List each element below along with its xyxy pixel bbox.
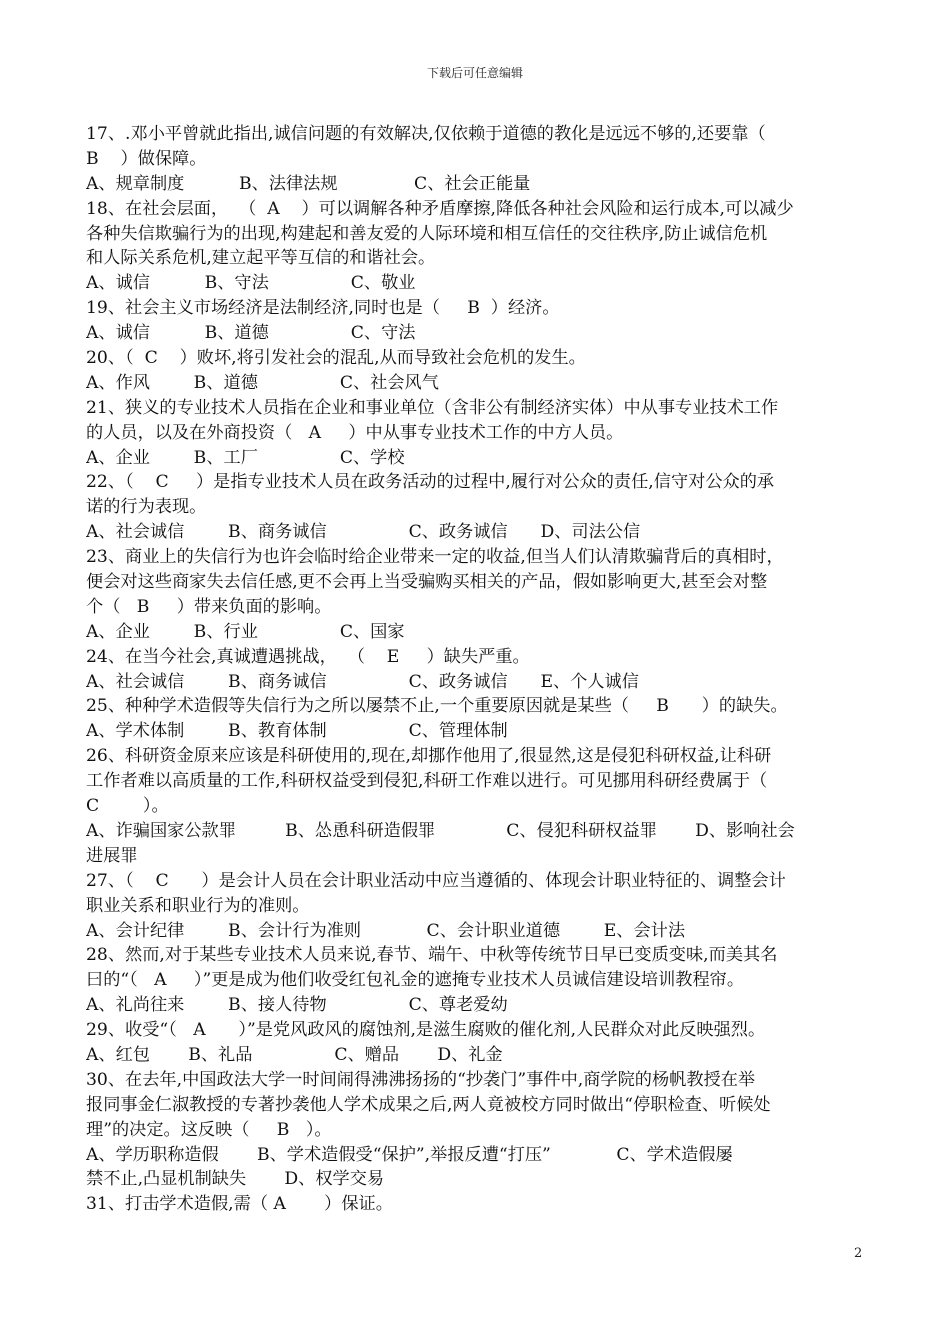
text-line: 诺的行为表现。 — [86, 497, 207, 518]
text-line: 17、.邓小平曾就此指出,诚信问题的有效解决,仅依赖于道德的教化是远远不够的,还要靠（ — [86, 124, 766, 144]
text-line: 个（ B ）带来负面的影响。 — [86, 596, 332, 617]
text-line: C ）。 — [86, 796, 169, 817]
text-line: 各种失信欺骗行为的出现,构建起和善友爱的人际环境和相互信任的交往秩序,防止诚信危机 — [86, 223, 768, 244]
text-line: A、规章制度 B、法律法规 C、社会正能量 — [86, 173, 531, 194]
text-line: 25、种种学术造假等失信行为之所以屡禁不止,一个重要原因就是某些（ B ）的缺失。 — [86, 696, 788, 717]
text-line: A、学历职称造假 B、学术造假受“保护”,举报反遭“打压” C、学术造假屡 — [86, 1144, 733, 1165]
text-line: 工作者难以高质量的工作,科研权益受到侵犯,科研工作难以进行。可见挪用科研经费属于（ — [86, 771, 768, 792]
text-line: 21、狭义的专业技术人员指在企业和事业单位（含非公有制经济实体）中从事专业技术工作 — [86, 397, 779, 418]
text-line: A、社会诚信 B、商务诚信 C、政务诚信 D、司法公信 — [86, 522, 641, 543]
text-line: A、诚信 B、道德 C、守法 — [86, 323, 416, 344]
text-line: 曰的“（ A ）”更是成为他们收受红包礼金的遮掩专业技术人员诚信建设培训教程帘。 — [86, 970, 745, 991]
text-line: A、社会诚信 B、商务诚信 C、政务诚信 E、个人诚信 — [86, 671, 639, 692]
page-header: 下载后可任意编辑 — [426, 66, 523, 80]
text-line: 24、在当今社会,真诚遭遇挑战， （ E ）缺失严重。 — [86, 646, 530, 667]
text-line: 19、社会主义市场经济是法制经济,同时也是（ B ）经济。 — [86, 298, 560, 319]
text-line: A、诈骗国家公款罪 B、怂恿科研造假罪 C、侵犯科研权益罪 D、影响社会 — [86, 820, 795, 841]
text-line: 22、（ C ）是指专业技术人员在政务活动的过程中,履行对公众的责任,信守对公众的承 — [86, 472, 775, 493]
page-number: 2 — [854, 1246, 863, 1261]
text-line: A、诚信 B、守法 C、敬业 — [86, 273, 416, 294]
text-line: A、企业 B、行业 C、国家 — [86, 621, 405, 642]
text-line: 职业关系和职业行为的准则。 — [86, 895, 310, 916]
text-line: A、企业 B、工厂 C、学校 — [86, 447, 405, 468]
text-line: 20、（ C ）败坏,将引发社会的混乱,从而导致社会危机的发生。 — [86, 348, 586, 369]
text-line: 28、然而,对于某些专业技术人员来说,春节、端午、中秋等传统节日早已变质变味,而美其名 — [86, 945, 778, 966]
text-line: 29、收受“（ A ）”是党风政风的腐蚀剂,是滋生腐败的催化剂,人民群众对此反映强烈。 — [86, 1020, 766, 1041]
document-body — [86, 122, 878, 1217]
text-line: B ）做保障。 — [86, 148, 207, 169]
text-line: 和人际关系危机,建立起平等互信的和谐社会。 — [86, 248, 436, 269]
text-line: A、作风 B、道德 C、社会风气 — [86, 372, 439, 393]
text-line: 18、在社会层面， （ A ）可以调解各种矛盾摩擦,降低各种社会风险和运行成本,可以减少 — [86, 198, 794, 219]
text-line: 报同事金仁淑教授的专著抄袭他人学术成果之后,两人竟被校方同时做出“停职检查、听候处 — [86, 1094, 771, 1115]
text-line: 31、打击学术造假,需（ A ）保证。 — [86, 1194, 393, 1215]
text-line: 26、科研资金原来应该是科研使用的,现在,却挪作他用了,很显然,这是侵犯科研权益,让科研 — [86, 746, 772, 767]
text-line: A、红包 B、礼品 C、赠品 D、礼金 — [86, 1044, 503, 1065]
text-line: A、礼尚往来 B、接人待物 C、尊老爱幼 — [86, 995, 508, 1016]
text-line: 的人员，以及在外商投资（ A ）中从事专业技术工作的中方人员。 — [86, 422, 624, 443]
text-line: 便会对这些商家失去信任感,更不会再上当受骗购买相关的产品，假如影响更大,甚至会对整 — [86, 572, 768, 593]
text-line: 23、商业上的失信行为也许会临时给企业带来一定的收益,但当人们认清欺骗背后的真相时， — [86, 547, 784, 568]
text-line: 30、在去年,中国政法大学一时间闹得沸沸扬扬的“抄袭门”事件中,商学院的杨帆教授在举 — [86, 1069, 756, 1090]
text-line: A、学术体制 B、教育体制 C、管理体制 — [86, 721, 508, 742]
text-line: 27、（ C ）是会计人员在会计职业活动中应当遵循的、体现会计职业特征的、调整会计 — [86, 870, 786, 891]
text-line: 禁不止,凸显机制缺失 D、权学交易 — [86, 1169, 385, 1190]
text-line: 进展罪 — [86, 845, 138, 866]
text-line: 理”的决定。这反映（ B ）。 — [86, 1119, 332, 1140]
text-line: A、会计纪律 B、会计行为准则 C、会计职业道德 E、会计法 — [86, 920, 686, 941]
